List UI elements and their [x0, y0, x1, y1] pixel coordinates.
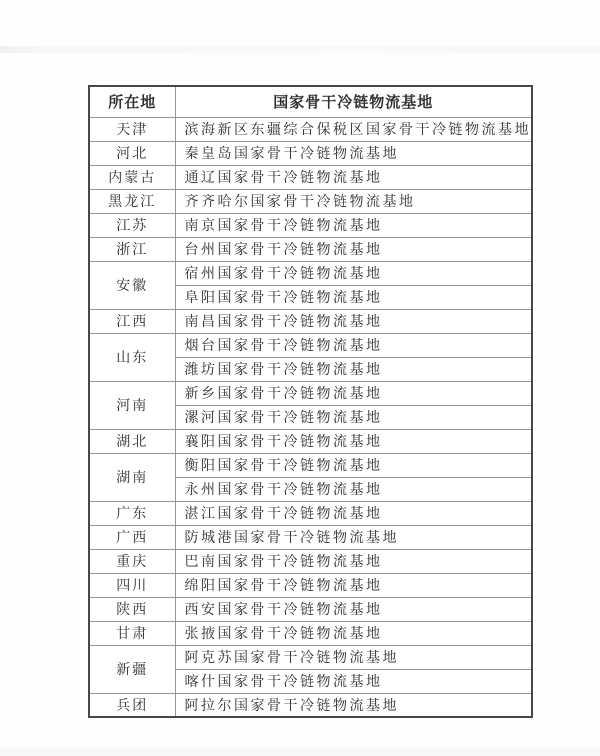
base-cell: 漯河国家骨干冷链物流基地	[175, 405, 532, 429]
table-row	[89, 429, 532, 453]
base-cell: 湛江国家骨干冷链物流基地	[175, 501, 532, 525]
table-row	[89, 693, 532, 717]
table-row	[89, 261, 532, 285]
region-cell: 黑龙江	[89, 189, 175, 213]
table-row	[89, 501, 532, 525]
region-cell: 兵团	[89, 693, 175, 717]
table-container	[88, 85, 531, 718]
region-cell: 江苏	[89, 213, 175, 237]
base-cell: 滨海新区东疆综合保税区国家骨干冷链物流基地	[175, 117, 532, 141]
table-row	[89, 573, 532, 597]
base-cell: 阜阳国家骨干冷链物流基地	[175, 285, 532, 309]
scan-artifact-band-bottom	[0, 744, 600, 756]
region-cell: 浙江	[89, 237, 175, 261]
table-row	[89, 237, 532, 261]
region-cell: 陕西	[89, 597, 175, 621]
base-cell: 新乡国家骨干冷链物流基地	[175, 381, 532, 405]
base-cell: 宿州国家骨干冷链物流基地	[175, 261, 532, 285]
base-cell: 防城港国家骨干冷链物流基地	[175, 525, 532, 549]
region-cell: 广西	[89, 525, 175, 549]
table-body	[89, 117, 532, 717]
base-cell: 衡阳国家骨干冷链物流基地	[175, 453, 532, 477]
region-cell: 四川	[89, 573, 175, 597]
table-row	[89, 525, 532, 549]
table-row	[89, 381, 532, 405]
table-row	[89, 621, 532, 645]
table-row	[89, 645, 532, 669]
region-cell: 湖南	[89, 453, 175, 501]
table-row	[89, 597, 532, 621]
base-cell: 巴南国家骨干冷链物流基地	[175, 549, 532, 573]
region-cell: 重庆	[89, 549, 175, 573]
base-cell: 潍坊国家骨干冷链物流基地	[175, 357, 532, 381]
base-cell: 张掖国家骨干冷链物流基地	[175, 621, 532, 645]
region-cell: 山东	[89, 333, 175, 381]
base-cell: 南昌国家骨干冷链物流基地	[175, 309, 532, 333]
header-location: 所在地	[89, 86, 175, 117]
table-row	[89, 213, 532, 237]
table-row	[89, 189, 532, 213]
region-cell: 内蒙古	[89, 165, 175, 189]
header-row	[89, 86, 532, 117]
region-cell: 江西	[89, 309, 175, 333]
table-row	[89, 333, 532, 357]
region-cell: 河北	[89, 141, 175, 165]
base-cell: 永州国家骨干冷链物流基地	[175, 477, 532, 501]
base-cell: 通辽国家骨干冷链物流基地	[175, 165, 532, 189]
regions-table	[88, 85, 533, 718]
table-row	[89, 141, 532, 165]
base-cell: 阿克苏国家骨干冷链物流基地	[175, 645, 532, 669]
base-cell: 南京国家骨干冷链物流基地	[175, 213, 532, 237]
base-cell: 烟台国家骨干冷链物流基地	[175, 333, 532, 357]
header-base: 国家骨干冷链物流基地	[175, 86, 532, 117]
region-cell: 河南	[89, 381, 175, 429]
region-cell: 湖北	[89, 429, 175, 453]
scan-artifact-band-top	[0, 46, 600, 53]
table-row	[89, 549, 532, 573]
base-cell: 秦皇岛国家骨干冷链物流基地	[175, 141, 532, 165]
table-row	[89, 453, 532, 477]
region-cell: 广东	[89, 501, 175, 525]
region-cell: 安徽	[89, 261, 175, 309]
region-cell: 新疆	[89, 645, 175, 693]
base-cell: 齐齐哈尔国家骨干冷链物流基地	[175, 189, 532, 213]
region-cell: 甘肃	[89, 621, 175, 645]
table-row	[89, 309, 532, 333]
base-cell: 西安国家骨干冷链物流基地	[175, 597, 532, 621]
region-cell: 天津	[89, 117, 175, 141]
table-row	[89, 117, 532, 141]
base-cell: 喀什国家骨干冷链物流基地	[175, 669, 532, 693]
table-row	[89, 165, 532, 189]
base-cell: 绵阳国家骨干冷链物流基地	[175, 573, 532, 597]
base-cell: 台州国家骨干冷链物流基地	[175, 237, 532, 261]
base-cell: 襄阳国家骨干冷链物流基地	[175, 429, 532, 453]
base-cell: 阿拉尔国家骨干冷链物流基地	[175, 693, 532, 717]
